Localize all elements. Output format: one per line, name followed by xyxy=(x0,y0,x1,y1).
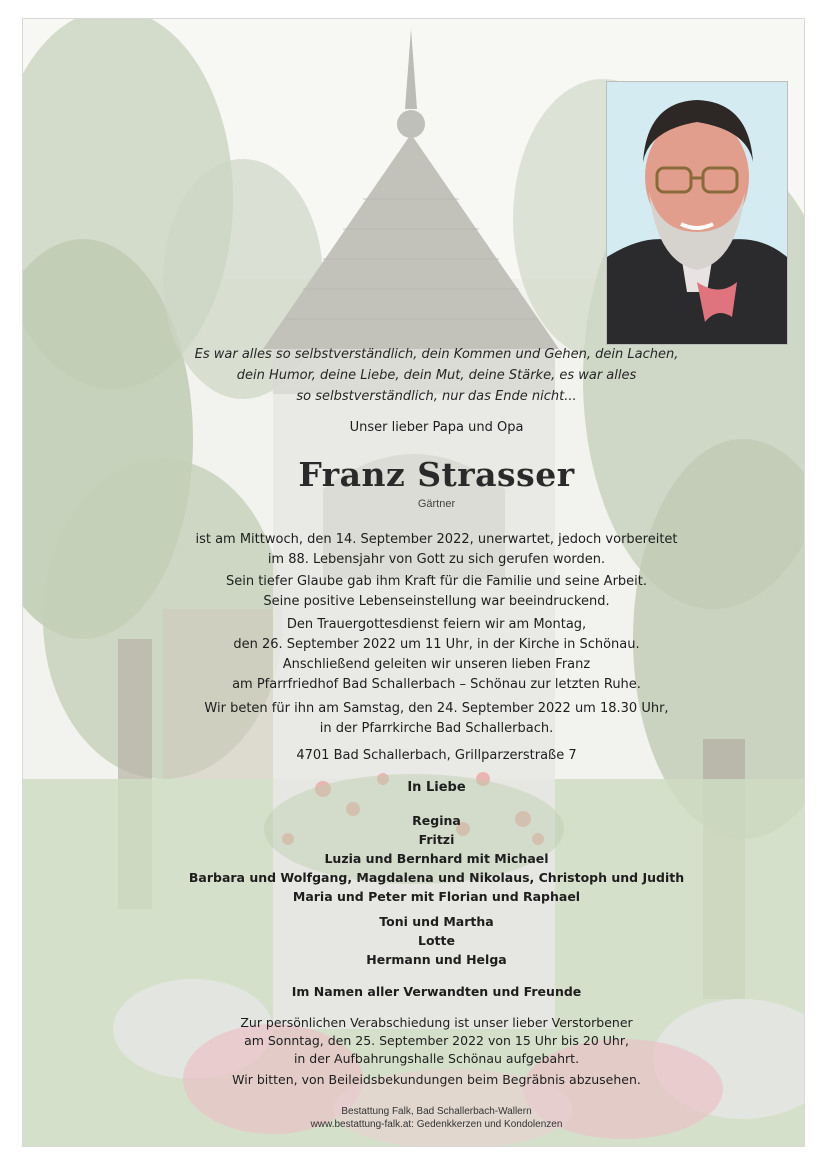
mourner-line: Lotte xyxy=(418,933,455,948)
text-line: den 26. September 2022 um 11 Uhr, in der Kirche in Schönau. xyxy=(233,637,640,652)
deceased-occupation: Gärtner xyxy=(417,498,456,510)
funeral-home-footer xyxy=(143,1105,730,1131)
in-love-heading: In Liebe xyxy=(407,780,466,795)
text-line: Anschließend geleiten wir unseren lieben Franz xyxy=(282,657,591,672)
footer-company: Bestattung Falk, Bad Schallerbach-Wallern xyxy=(341,1106,532,1117)
funeral-service xyxy=(143,615,730,695)
text-line: Den Trauergottesdienst feiern wir am Montag, xyxy=(286,617,587,632)
mourner-line: Maria und Peter mit Florian und Raphael xyxy=(292,889,581,904)
relatives-line: Im Namen aller Verwandten und Freunde xyxy=(291,984,582,999)
text-line: Wir beten für ihn am Samstag, den 24. September 2022 um 18.30 Uhr, xyxy=(204,701,669,716)
obituary-page xyxy=(22,18,805,1147)
quote-line: so selbstverständlich, nur das Ende nicht... xyxy=(296,389,577,404)
mourner-line: Luzia und Bernhard mit Michael xyxy=(324,851,549,866)
quote-line: dein Humor, deine Liebe, dein Mut, deine Stärke, es war alles xyxy=(236,368,637,383)
farewell-viewing xyxy=(143,1014,730,1068)
intro-text: Unser lieber Papa und Opa xyxy=(349,420,524,435)
text-line: in der Aufbahrungshalle Schönau aufgebahrt. xyxy=(293,1051,580,1066)
prayer xyxy=(143,699,730,739)
mourner-line: Hermann und Helga xyxy=(366,952,507,967)
mourners-group-1 xyxy=(143,811,730,906)
text-line: am Sonntag, den 25. September 2022 von 15 Uhr bis 20 Uhr, xyxy=(244,1033,629,1048)
deceased-name: Franz Strasser xyxy=(298,455,575,494)
text-line: Zur persönlichen Verabschiedung ist unser lieber Verstorbener xyxy=(240,1015,633,1030)
death-notice xyxy=(143,530,730,570)
text-line: ist am Mittwoch, den 14. September 2022, unerwartet, jedoch vorbereitet xyxy=(195,532,678,547)
address: 4701 Bad Schallerbach, Grillparzerstraße 7 xyxy=(296,748,577,763)
mourner-line: Barbara und Wolfgang, Magdalena und Nikolaus, Christoph und Judith xyxy=(188,870,685,885)
footer-website: www.bestattung-falk.at: Gedenkkerzen und Kondolenzen xyxy=(310,1119,563,1130)
quote-block xyxy=(143,344,730,407)
text-line: Seine positive Lebenseinstellung war beeindruckend. xyxy=(263,594,610,609)
mourner-line: Regina xyxy=(412,813,461,828)
text-line: in der Pfarrkirche Bad Schallerbach. xyxy=(319,721,554,736)
mourners-group-2 xyxy=(143,912,730,969)
portrait-photo xyxy=(606,81,788,345)
condolence-request: Wir bitten, von Beileidsbekundungen beim Begräbnis abzusehen. xyxy=(232,1072,641,1087)
quote-line: Es war alles so selbstverständlich, dein Kommen und Gehen, dein Lachen, xyxy=(194,347,679,362)
mourner-line: Fritzi xyxy=(418,832,455,847)
text-line: Sein tiefer Glaube gab ihm Kraft für die Familie und seine Arbeit. xyxy=(225,574,648,589)
text-line: im 88. Lebensjahr von Gott zu sich gerufen worden. xyxy=(267,552,606,567)
portrait-image xyxy=(607,82,787,344)
text-line: am Pfarrfriedhof Bad Schallerbach – Schönau zur letzten Ruhe. xyxy=(232,677,641,692)
tribute xyxy=(143,572,730,612)
mourner-line: Toni und Martha xyxy=(379,914,494,929)
